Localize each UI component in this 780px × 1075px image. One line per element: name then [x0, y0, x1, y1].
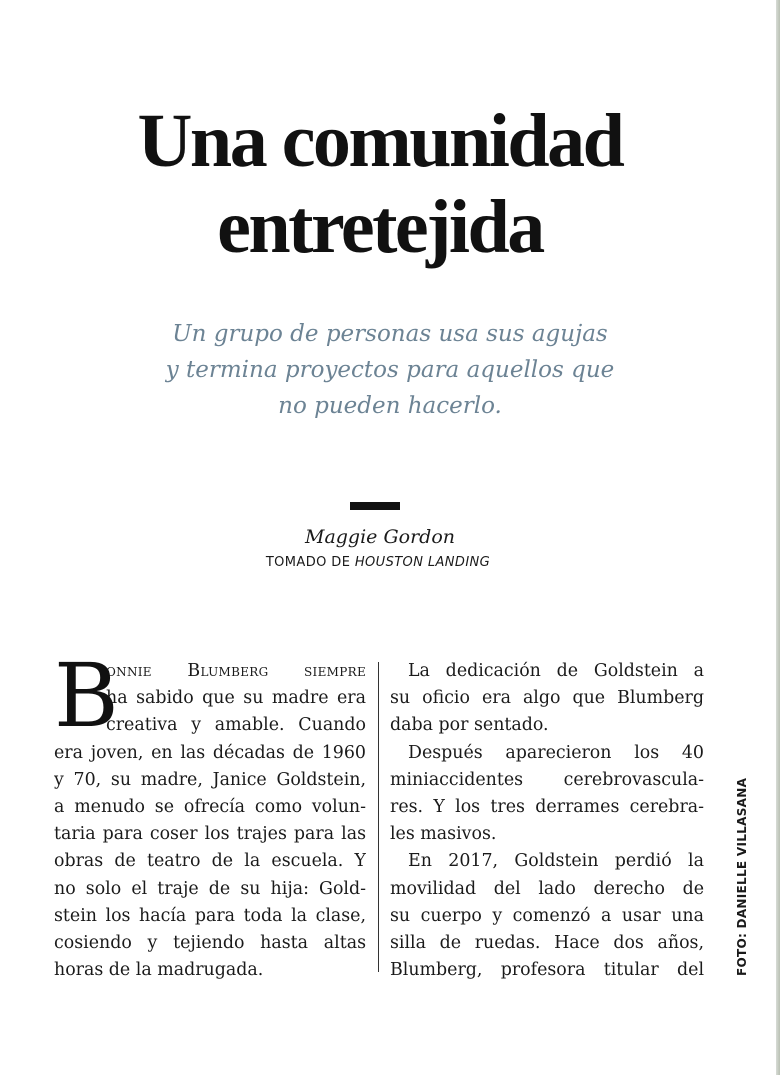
body-line: y 70, su madre, Janice Goldstein, — [54, 769, 366, 790]
body-line: ha sabido que su madre era — [106, 688, 366, 709]
body-line: creativa y amable. Cuando — [106, 715, 366, 736]
body-line: era joven, en las décadas de 1960 — [54, 742, 366, 763]
source-prefix: TOMADO DE — [265, 555, 355, 570]
title-line-1: Una comunidad — [137, 99, 623, 183]
body-column-right — [390, 658, 704, 984]
body-line: miniaccidentes cerebrovascula- — [390, 769, 704, 790]
body-line: no solo el traje de su hija: Gold- — [54, 878, 366, 899]
body-line: En 2017, Goldstein perdió la — [408, 851, 704, 872]
body-line: horas de la madrugada. — [54, 960, 264, 981]
lead-in-smallcaps: onnie Blumberg siempre — [106, 661, 366, 681]
body-line: cosiendo y tejiendo hasta altas — [54, 932, 366, 953]
drop-cap: B — [54, 644, 119, 747]
title-line-2: entretejida — [217, 185, 543, 269]
body-line: stein los hacía para toda la clase, — [54, 905, 366, 926]
body-line: daba por sentado. — [390, 715, 549, 736]
body-line: les masivos. — [390, 824, 497, 845]
body-line: su oficio era algo que Blumberg — [390, 688, 704, 709]
photo-credit — [733, 777, 751, 976]
subtitle-line-3: no pueden hacerlo. — [278, 393, 502, 419]
body-line: movilidad del lado derecho de — [390, 878, 704, 899]
article-subtitle — [120, 316, 660, 424]
body-line: obras de teatro de la escuela. Y — [54, 851, 366, 872]
body-line: a menudo se ofrecía como volun- — [54, 796, 366, 817]
subtitle-line-1: Un grupo de personas usa sus agujas — [172, 321, 608, 347]
byline-divider — [350, 502, 400, 510]
body-line: La dedicación de Goldstein a — [408, 661, 704, 681]
body-line: Después aparecieron los 40 — [408, 742, 704, 763]
subtitle-line-2: y termina proyectos para aquellos que — [165, 357, 615, 383]
author-name: Maggie Gordon — [304, 526, 455, 548]
body-column-left — [54, 644, 366, 984]
source-credit — [0, 553, 756, 573]
source-publication: HOUSTON LANDING — [354, 555, 491, 570]
column-divider — [378, 662, 379, 972]
photo-credit-text: FOTO: DANIELLE VILLASANA — [735, 777, 749, 976]
body-line: silla de ruedas. Hace dos años, — [390, 932, 704, 953]
article-title — [0, 98, 760, 270]
body-line: Blumberg, profesora titular del — [390, 960, 704, 981]
body-line: taria para coser los trajes para las — [54, 824, 366, 845]
body-line: res. Y los tres derrames cerebra- — [390, 796, 704, 817]
body-line: su cuerpo y comenzó a usar una — [390, 905, 704, 926]
page-edge — [776, 0, 780, 1075]
